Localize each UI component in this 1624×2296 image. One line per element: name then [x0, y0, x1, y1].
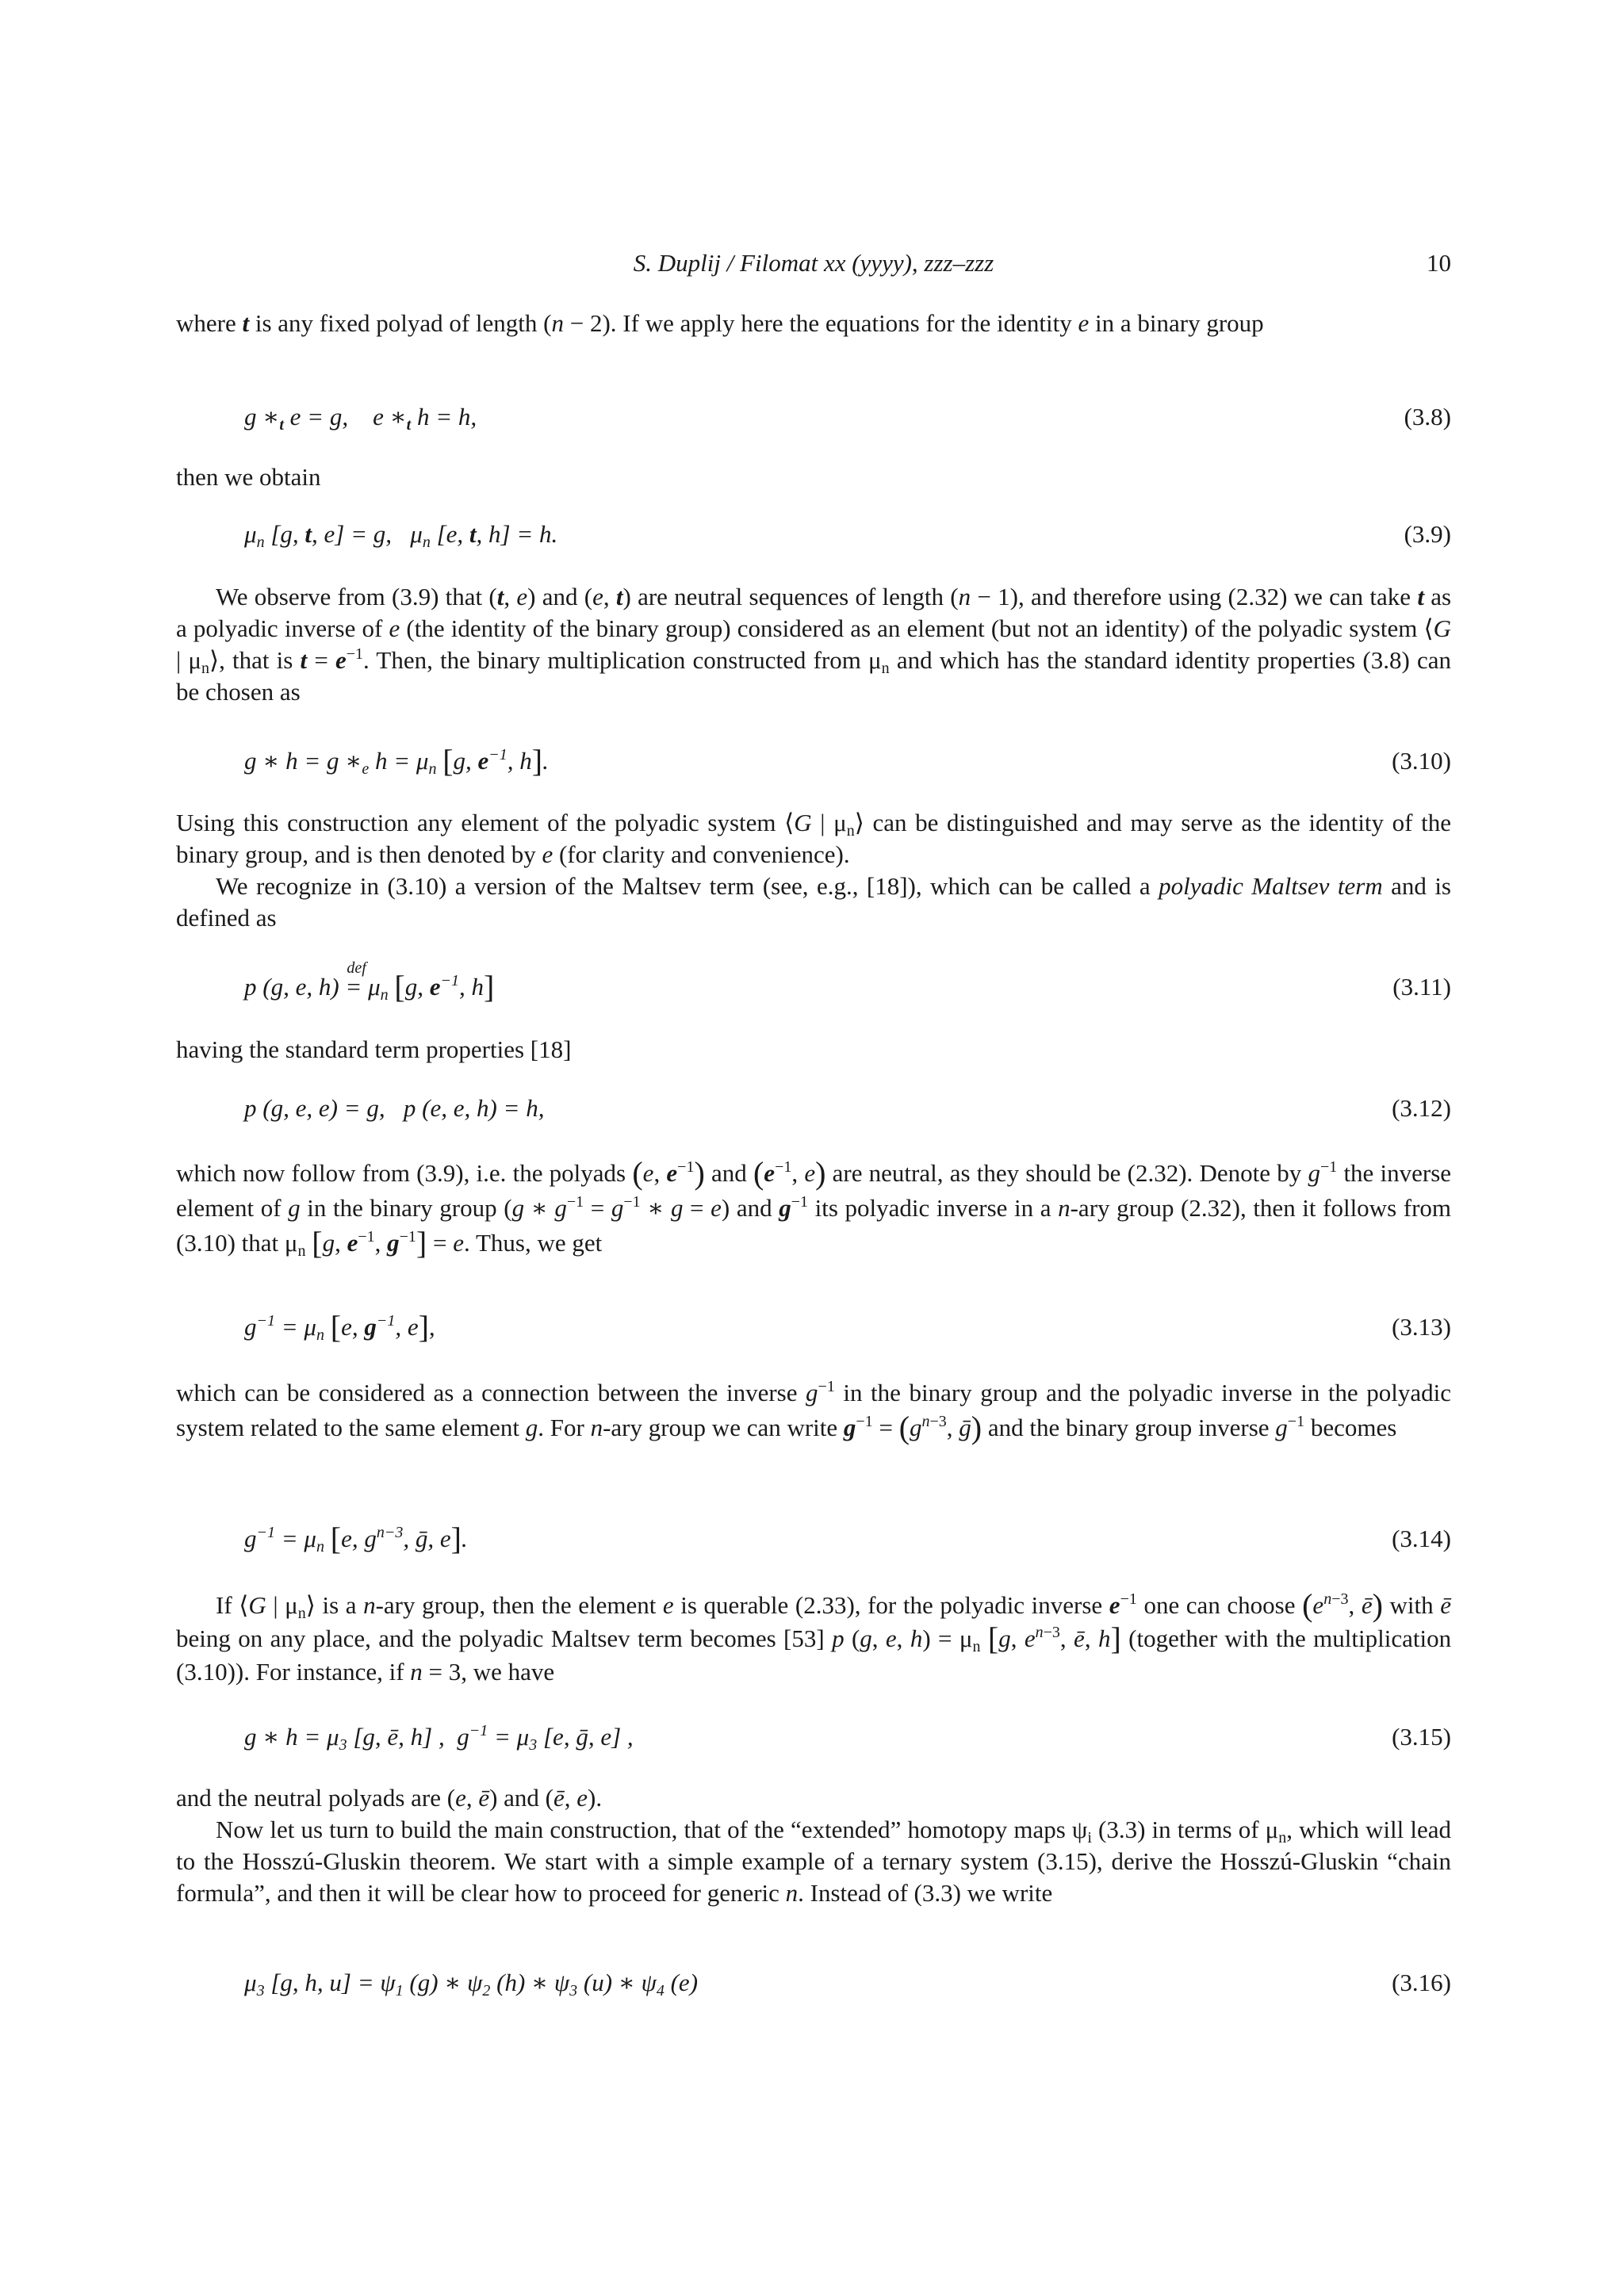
- equation-number: (3.15): [1392, 1723, 1451, 1751]
- paragraph-9: If ⟨G | $\mu_n⟩$ is a n-ary group, then the element e is querable (2.33), for the polyadic inverse $e^{-1}$ one can choose ($e^{n-3}$, ē) with ē being on any place, and the polyadic Maltsev term becomes [53] p (g, e, $h) = \mu_n$ [g, $e^{n-3}$, ē, h] (together with the multiplication (3.10)). For instance, if n = 3, we have: [176, 1587, 1452, 1686]
- paragraph-6: having the standard term properties [18]: [176, 1035, 572, 1063]
- running-header: [176, 249, 1451, 281]
- equation-number: (3.16): [1392, 1969, 1451, 1996]
- equation-number: (3.13): [1392, 1313, 1451, 1341]
- paragraph-2: then we obtain: [176, 463, 321, 491]
- equation-3-16: $\mu_3$ [g, h, $u] = \psi_1$ (g) ∗ $\psi_2$ (h) ∗ $\psi_3$ (u) ∗ $\psi_4$ (e) (3.16): [244, 1965, 1451, 2001]
- paragraph-4: Using this construction any element of the polyadic system ⟨G | $\mu_n⟩$ can be distinguished and may serve as the identity of the binary group, and is then denoted by e (for clarity and convenience).: [176, 809, 1451, 868]
- paragraph-5: We recognize in (3.10) a version of the Maltsev term (see, e.g., [18]), which can be called a polyadic Maltsev term and is defined as: [176, 872, 1451, 932]
- equation-3-9: $\mu_n$ [g, t, e] = g, $\mu_n$ [e, t, h] = h. (3.9): [244, 516, 1451, 553]
- equation-3-14: $g^{-1} = \mu_n$ [e, $g^{n-3}$, ḡ, e]. (3.14): [244, 1521, 1451, 1556]
- equation-number: (3.12): [1392, 1094, 1451, 1122]
- equation-3-10: g ∗ h = g $∗_e$ $h = \mu_n$ [g, $e^{-1}$, h]. (3.10): [244, 743, 1451, 779]
- running-title: S. Duplij / Filomat xx (yyyy), zzz–zzz: [633, 249, 994, 277]
- equation-number: (3.11): [1392, 973, 1451, 1001]
- paragraph-10: and the neutral polyads are (e, ē) and (ē, e).: [176, 1784, 603, 1812]
- paragraph-7: which now follow from (3.9), i.e. the polyads (e, $e^{-1}$) and ($e^{-1}$, e) are neutral, as they should be (2.32). Denote by $g^{-1}$ the inverse element of g in the binary group (g ∗ $g^{-1} = g^{-1}$ ∗ g = e) and $g^{-1}$ its polyadic inverse in a n-ary group (2.32), then it follows from (3.10) that $\mu_n$ [g, $e^{-1}$, $g^{-1}] = e$. Thus, we get: [176, 1155, 1452, 1261]
- page-number: 10: [1427, 249, 1451, 277]
- equation-3-8: g $∗_t$ e = g, e $∗_t$ h = h, (3.8): [244, 399, 1451, 435]
- equation-number: (3.8): [1404, 403, 1451, 430]
- equation-number: (3.10): [1392, 747, 1451, 775]
- equation-3-11: p (g, e, h) = def $\mu_n$ [g, $e^{-1}$, h] (3.11): [244, 959, 1451, 1004]
- equation-3-15: g ∗ $h = \mu_3$ [g, ē, h] , $g^{-1} = \mu_3$ [e, ḡ, e] , (3.15): [244, 1719, 1451, 1755]
- equation-number: (3.9): [1404, 520, 1451, 548]
- paragraph-8: which can be considered as a connection between the inverse $g^{-1}$ in the binary group and the polyadic inverse in the polyadic system related to the same element g. For n-ary group we can write $g^{-1} = (g^{n-3}$, ḡ) and the binary group inverse $g^{-1}$ becomes: [176, 1378, 1451, 1445]
- paragraph-3: We observe from (3.9) that (t, e) and (e, t) are neutral sequences of length (n − 1), and therefore using (2.32) we can take t as a polyadic inverse of e (the identity of the binary group) considered as an element (but not an identity) of the polyadic system ⟨G | $\mu_n⟩$, that is $t = e^{-1}$. Then, the binary multiplication constructed from $\mu_n$ and which has the standard identity properties (3.8) can be chosen as: [176, 583, 1452, 706]
- paragraph-1: where t is any fixed polyad of length (n − 2). If we apply here the equations for the identity e in a binary group: [176, 309, 1264, 337]
- equation-number: (3.14): [1392, 1525, 1451, 1552]
- equation-3-12: p (g, e, e) = g, p (e, e, h) = h, (3.12): [244, 1090, 1451, 1127]
- equation-3-13: $g^{-1} = \mu_n$ [e, $g^{-1}$, e], (3.13): [244, 1309, 1451, 1345]
- paragraph-11: Now let us turn to build the main construction, that of the “extended” homotopy maps $\psi_i$ (3.3) in terms of $\mu_n$, which will lead to the Hosszú-Gluskin theorem. We start with a simple example of a ternary system (3.15), derive the Hosszú-Gluskin “chain formula”, and then it will be clear how to proceed for generic n. Instead of (3.3) we write: [176, 1816, 1452, 1907]
